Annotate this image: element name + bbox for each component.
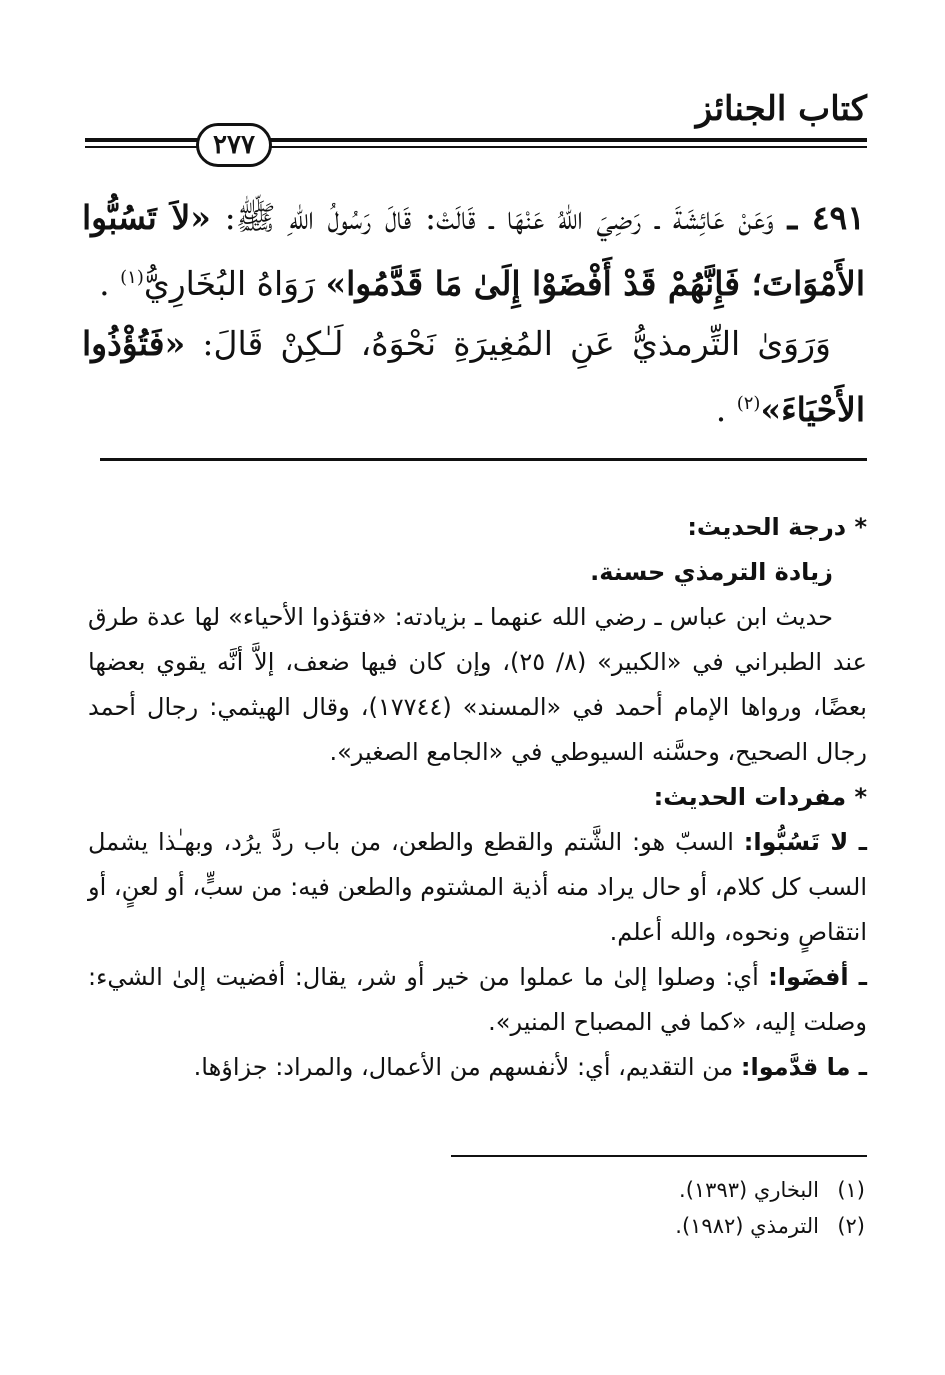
grading-line: زيادة الترمذي حسنة.: [590, 558, 833, 586]
hadith-block: [82, 188, 865, 440]
page-number: ٢٧٧: [196, 123, 272, 167]
footnote-marker-1: (١): [120, 267, 144, 288]
footnote-number: (٢): [837, 1214, 865, 1238]
vocabulary-text: السبّ هو: الشَّتم والقطع والطعن، من باب ردَّ يرُد، وبهـٰذا يشمل السب كل كلام، أو حال يراد منه أذية المشتوم والطعن فيه: من سبٍّ، أو لعنٍ، أو انتقاصٍ ونحوه، والله أعلم.: [88, 828, 867, 946]
section-divider: [100, 458, 867, 461]
vocabulary-term: ـ لا تَسُبُّوا:: [743, 828, 867, 856]
grading-heading: * درجة الحديث:: [687, 513, 867, 541]
footnote-text: البخاري (١٣٩٣).: [679, 1178, 819, 1202]
hadith-matn: «لاَ تَسُبُّوا الأَمْوَاتَ؛ فَإِنَّهُمْ قَدْ أَفْضَوْا إِلَىٰ مَا قَدَّمُوا»: [82, 198, 865, 303]
footnotes: [200, 1172, 865, 1244]
footnote-marker-2: (٢): [736, 393, 761, 414]
hadith-end-1: .: [99, 264, 110, 303]
commentary-block: [88, 505, 867, 1090]
hadith-paragraph: [82, 188, 865, 314]
footnote-rule: [451, 1155, 867, 1157]
vocabulary-item: [88, 955, 867, 1045]
vocabulary-heading: * مفردات الحديث:: [653, 783, 867, 811]
hadith-end-2: .: [715, 390, 727, 429]
addition-intro: وَرَوَىٰ التِّرمذيُّ عَنِ المُغِيرَةِ نَحْوَهُ، لَـٰكِنْ قَالَ:: [202, 324, 831, 363]
vocabulary-term: ـ أفضَوا:: [768, 963, 867, 991]
grading-paragraph: حديث ابن عباس ـ رضي الله عنهما ـ بزيادته: «فتؤذوا الأحياء» لها عدة طرق عند الطبراني في «الكبير» (٨/ ٢٥)، وإن كان فيها ضعف، إلاَّ أنَّه يقوي بعضها بعضًا، ورواها الإمام أحمد في «المسند» (١٧٧٤٤)، وقال الهيثمي: رجال أحمد رجال الصحيح، وحسَّنه السيوطي في «الجامع الصغير».: [88, 603, 867, 766]
running-title: كتاب الجنائز: [695, 89, 867, 129]
footnote: [200, 1172, 865, 1208]
vocabulary-item: [88, 820, 867, 955]
hadith-number: ٤٩١ ـ: [787, 198, 865, 237]
vocabulary-text: من التقديم، أي: لأنفسهم من الأعمال، والمراد: جزاؤها.: [193, 1053, 734, 1081]
vocabulary-text: أي: وصلوا إلىٰ ما عملوا من خير أو شر، يقال: أفضيت إلىٰ الشيء: وصلت إليه، «كما في المصباح المنير».: [88, 963, 867, 1036]
hadith-intro: وَعَنْ عَائِشَةَ ـ رَضِيَ اللهُ عَنْهَا ـ قَالَتْ: قَالَ رَسُولُ اللهِ ﷺ:: [224, 198, 774, 237]
footnote-number: (١): [837, 1178, 865, 1202]
vocabulary-item: [88, 1045, 867, 1090]
footnote: [200, 1208, 865, 1244]
hadith-narration: رَوَاهُ البُخَارِيُّ: [143, 264, 315, 303]
vocabulary-term: ـ ما قدَّموا:: [740, 1053, 867, 1081]
footnote-text: الترمذي (١٩٨٢).: [675, 1214, 819, 1238]
addition-text: «فَتُؤْذُوا الأَحْيَاءَ»: [82, 324, 865, 429]
hadith-addition: [82, 314, 865, 440]
